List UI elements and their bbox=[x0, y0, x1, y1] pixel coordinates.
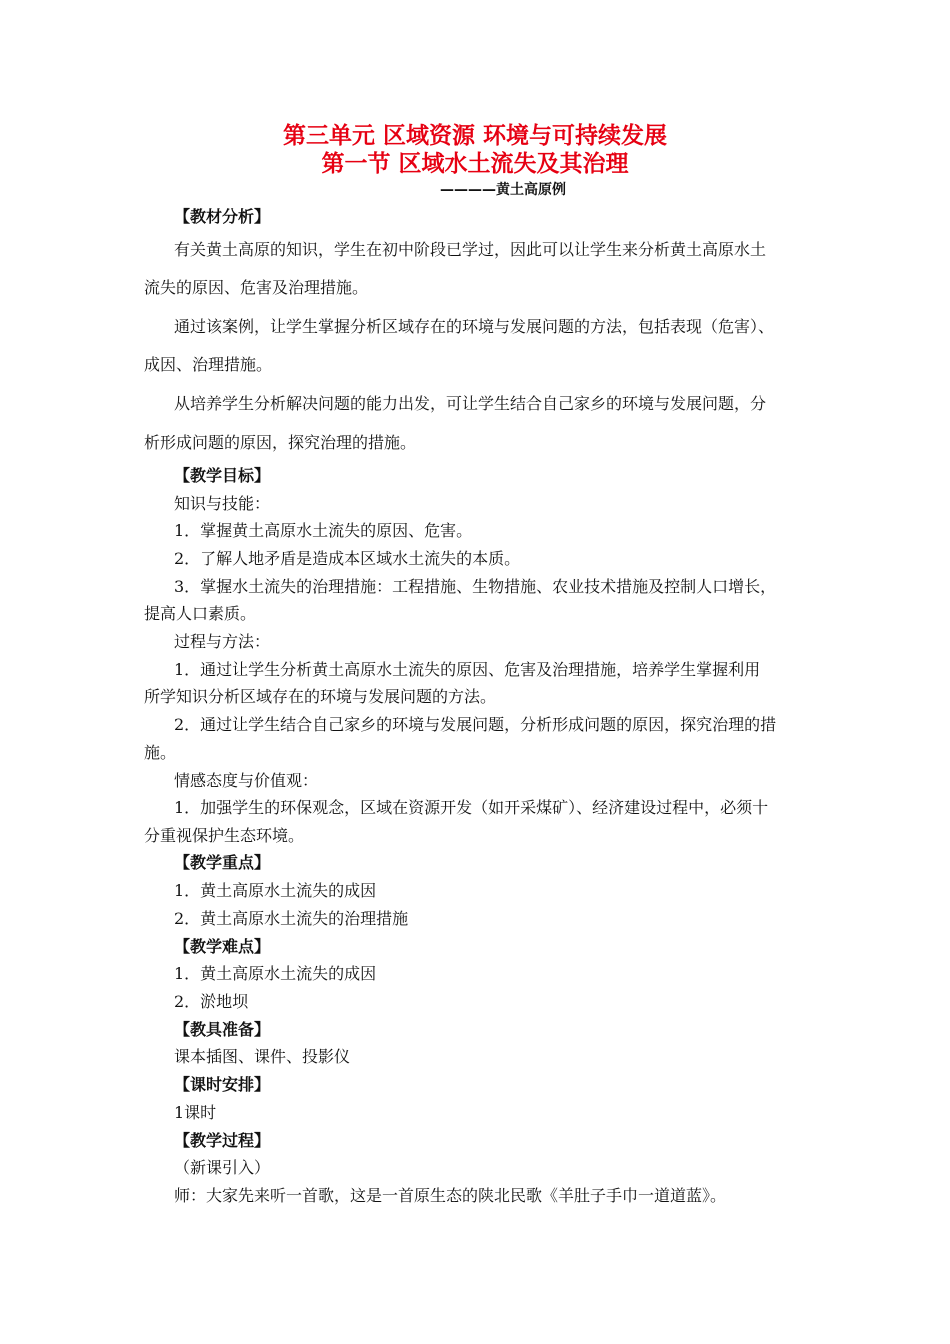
list-item: 3．掌握水土流失的治理措施：工程措施、生物措施、农业技术措施及控制人口增长， bbox=[174, 577, 777, 596]
list-item: 1．通过让学生分析黄土高原水土流失的原因、危害及治理措施，培养学生掌握利用 bbox=[174, 660, 761, 679]
paragraph-line: 课本插图、课件、投影仪 bbox=[174, 1047, 351, 1066]
heading-key-points: 【教学重点】 bbox=[174, 853, 271, 872]
heading-goals: 【教学目标】 bbox=[174, 466, 271, 485]
paragraph-line: 有关黄土高原的知识，学生在初中阶段已学过，因此可以让学生来分析黄土高原水土 bbox=[174, 240, 767, 259]
unit-title: 第三单元 区域资源 环境与可持续发展 bbox=[282, 123, 667, 149]
paragraph-line: 析形成问题的原因，探究治理的措施。 bbox=[144, 433, 417, 452]
subheading: 情感态度与价值观： bbox=[174, 771, 319, 790]
list-item: 1．加强学生的环保观念，区域在资源开发（如开采煤矿）、经济建设过程中，必须十 bbox=[174, 798, 769, 817]
list-item: 2．黄土高原水土流失的治理措施 bbox=[174, 909, 409, 928]
subheading: 知识与技能： bbox=[174, 494, 271, 513]
list-item: 1．黄土高原水土流失的成因 bbox=[174, 881, 377, 900]
paragraph-line: 师：大家先来听一首歌，这是一首原生态的陕北民歌《羊肚子手巾一道道蓝》。 bbox=[174, 1186, 727, 1205]
section-title: 第一节 区域水土流失及其治理 bbox=[321, 151, 629, 177]
paragraph-line: 流失的原因、危害及治理措施。 bbox=[144, 278, 369, 297]
subtitle: ————黄土高原例 bbox=[440, 182, 566, 198]
heading-procedure: 【教学过程】 bbox=[174, 1131, 271, 1150]
list-item: 2．了解人地矛盾是造成本区域水土流失的本质。 bbox=[174, 549, 521, 568]
heading-difficult-points: 【教学难点】 bbox=[174, 937, 271, 956]
list-item: 1．黄土高原水土流失的成因 bbox=[174, 964, 377, 983]
subheading: 过程与方法： bbox=[174, 632, 271, 651]
heading-tools: 【教具准备】 bbox=[174, 1020, 271, 1039]
heading-schedule: 【课时安排】 bbox=[174, 1075, 271, 1094]
paragraph-line: 从培养学生分析解决问题的能力出发，可让学生结合自己家乡的环境与发展问题，分 bbox=[174, 394, 767, 413]
list-item: 1．掌握黄土高原水土流失的原因、危害。 bbox=[174, 521, 473, 540]
heading-analysis: 【教材分析】 bbox=[174, 207, 271, 226]
paragraph-line: 成因、治理措施。 bbox=[144, 355, 273, 374]
list-item: 2．淤地坝 bbox=[174, 992, 249, 1011]
list-item: 2．通过让学生结合自己家乡的环境与发展问题，分析形成问题的原因，探究治理的措 bbox=[174, 715, 777, 734]
paragraph-line: （新课引入） bbox=[174, 1158, 271, 1177]
paragraph-line: 1课时 bbox=[174, 1103, 217, 1122]
list-item: 分重视保护生态环境。 bbox=[144, 826, 305, 845]
list-item: 提高人口素质。 bbox=[144, 604, 257, 623]
list-item: 所学知识分析区域存在的环境与发展问题的方法。 bbox=[144, 687, 497, 706]
paragraph-line: 通过该案例，让学生掌握分析区域存在的环境与发展问题的方法，包括表现（危害）、 bbox=[174, 317, 775, 336]
list-item: 施。 bbox=[144, 743, 177, 762]
